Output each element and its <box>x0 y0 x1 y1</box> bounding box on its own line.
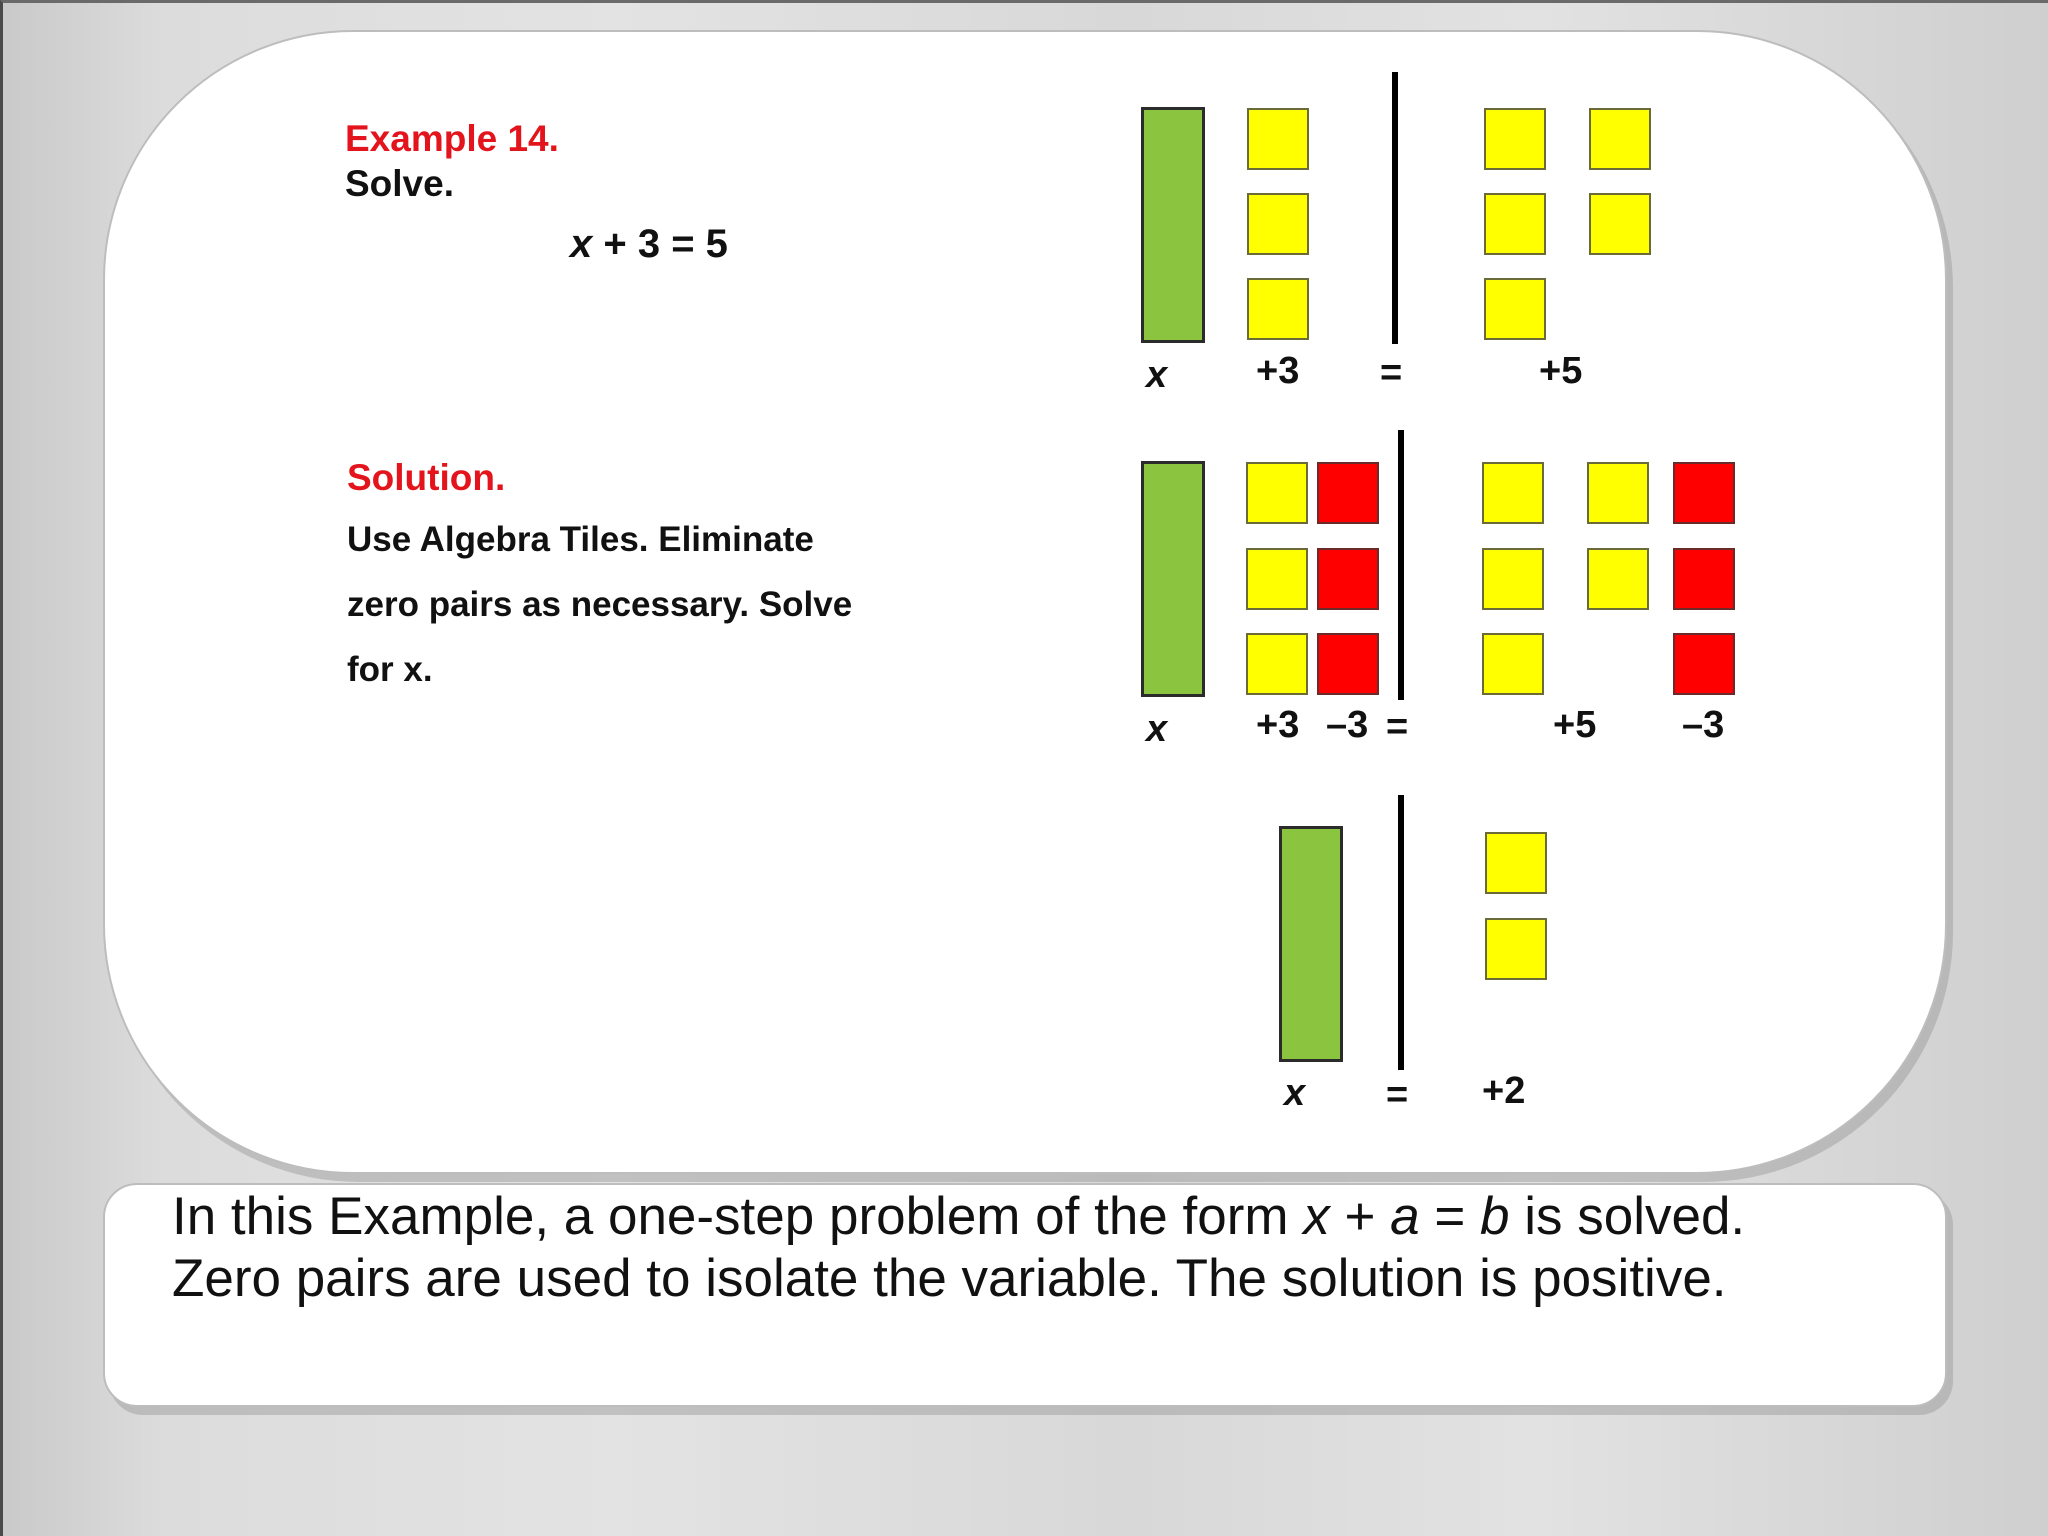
positive-unit-tile <box>1587 548 1649 610</box>
positive-unit-tile <box>1485 918 1547 980</box>
right-positive-label: +5 <box>1553 704 1597 746</box>
positive-unit-tile <box>1246 633 1308 695</box>
example-title: Example 14. <box>345 118 559 159</box>
right-negative-label: –3 <box>1682 704 1725 746</box>
left-negative-label: –3 <box>1326 704 1369 746</box>
caption-var-a: a <box>1390 1187 1420 1246</box>
positive-unit-tile <box>1484 193 1546 255</box>
equals-divider <box>1398 430 1404 700</box>
positive-unit-tile <box>1589 193 1651 255</box>
x-label: x <box>1146 708 1168 750</box>
solution-title: Solution. <box>347 457 506 498</box>
right-constant-label: +5 <box>1539 350 1583 392</box>
caption-text: + <box>1329 1187 1391 1246</box>
x-tile <box>1141 107 1205 343</box>
x-tile <box>1279 826 1343 1062</box>
instruction-line: Use Algebra Tiles. Eliminate <box>347 520 814 559</box>
caption-line-2: Zero pairs are used to isolate the variable. The solution is positive. <box>172 1249 1727 1308</box>
caption-line-1 <box>172 1186 1745 1247</box>
positive-unit-tile <box>1482 548 1544 610</box>
equation <box>570 222 728 267</box>
equals-label: = <box>1380 352 1403 394</box>
left-constant-label: +3 <box>1256 350 1300 392</box>
positive-unit-tile <box>1247 193 1309 255</box>
x-tile <box>1141 461 1205 697</box>
equals-label: = <box>1386 1074 1409 1116</box>
x-label: x <box>1146 354 1168 396</box>
left-positive-label: +3 <box>1256 704 1300 746</box>
caption-var-b: b <box>1480 1187 1510 1246</box>
positive-unit-tile <box>1587 462 1649 524</box>
caption-text: = <box>1419 1187 1481 1246</box>
negative-unit-tile <box>1317 633 1379 695</box>
positive-unit-tile <box>1247 278 1309 340</box>
positive-unit-tile <box>1246 462 1308 524</box>
caption-text: is solved. <box>1509 1187 1746 1246</box>
positive-unit-tile <box>1482 462 1544 524</box>
positive-unit-tile <box>1484 278 1546 340</box>
instruction-line: zero pairs as necessary. Solve <box>347 585 853 624</box>
instruction-line: for x. <box>347 650 433 689</box>
x-label: x <box>1284 1072 1306 1114</box>
positive-unit-tile <box>1589 108 1651 170</box>
equals-label: = <box>1386 706 1409 748</box>
equals-divider <box>1392 72 1398 344</box>
equation-variable: x <box>570 222 593 266</box>
equation-rest: + 3 = 5 <box>592 222 728 266</box>
caption-text: In this Example, a one-step problem of the form <box>172 1187 1304 1246</box>
positive-unit-tile <box>1246 548 1308 610</box>
positive-unit-tile <box>1485 832 1547 894</box>
negative-unit-tile <box>1317 462 1379 524</box>
positive-unit-tile <box>1484 108 1546 170</box>
solution-constant-label: +2 <box>1482 1070 1526 1112</box>
negative-unit-tile <box>1673 548 1735 610</box>
solve-label: Solve. <box>345 163 454 204</box>
caption-var-x: x <box>1303 1187 1330 1246</box>
negative-unit-tile <box>1673 633 1735 695</box>
positive-unit-tile <box>1247 108 1309 170</box>
positive-unit-tile <box>1482 633 1544 695</box>
negative-unit-tile <box>1317 548 1379 610</box>
equals-divider <box>1398 795 1404 1070</box>
negative-unit-tile <box>1673 462 1735 524</box>
